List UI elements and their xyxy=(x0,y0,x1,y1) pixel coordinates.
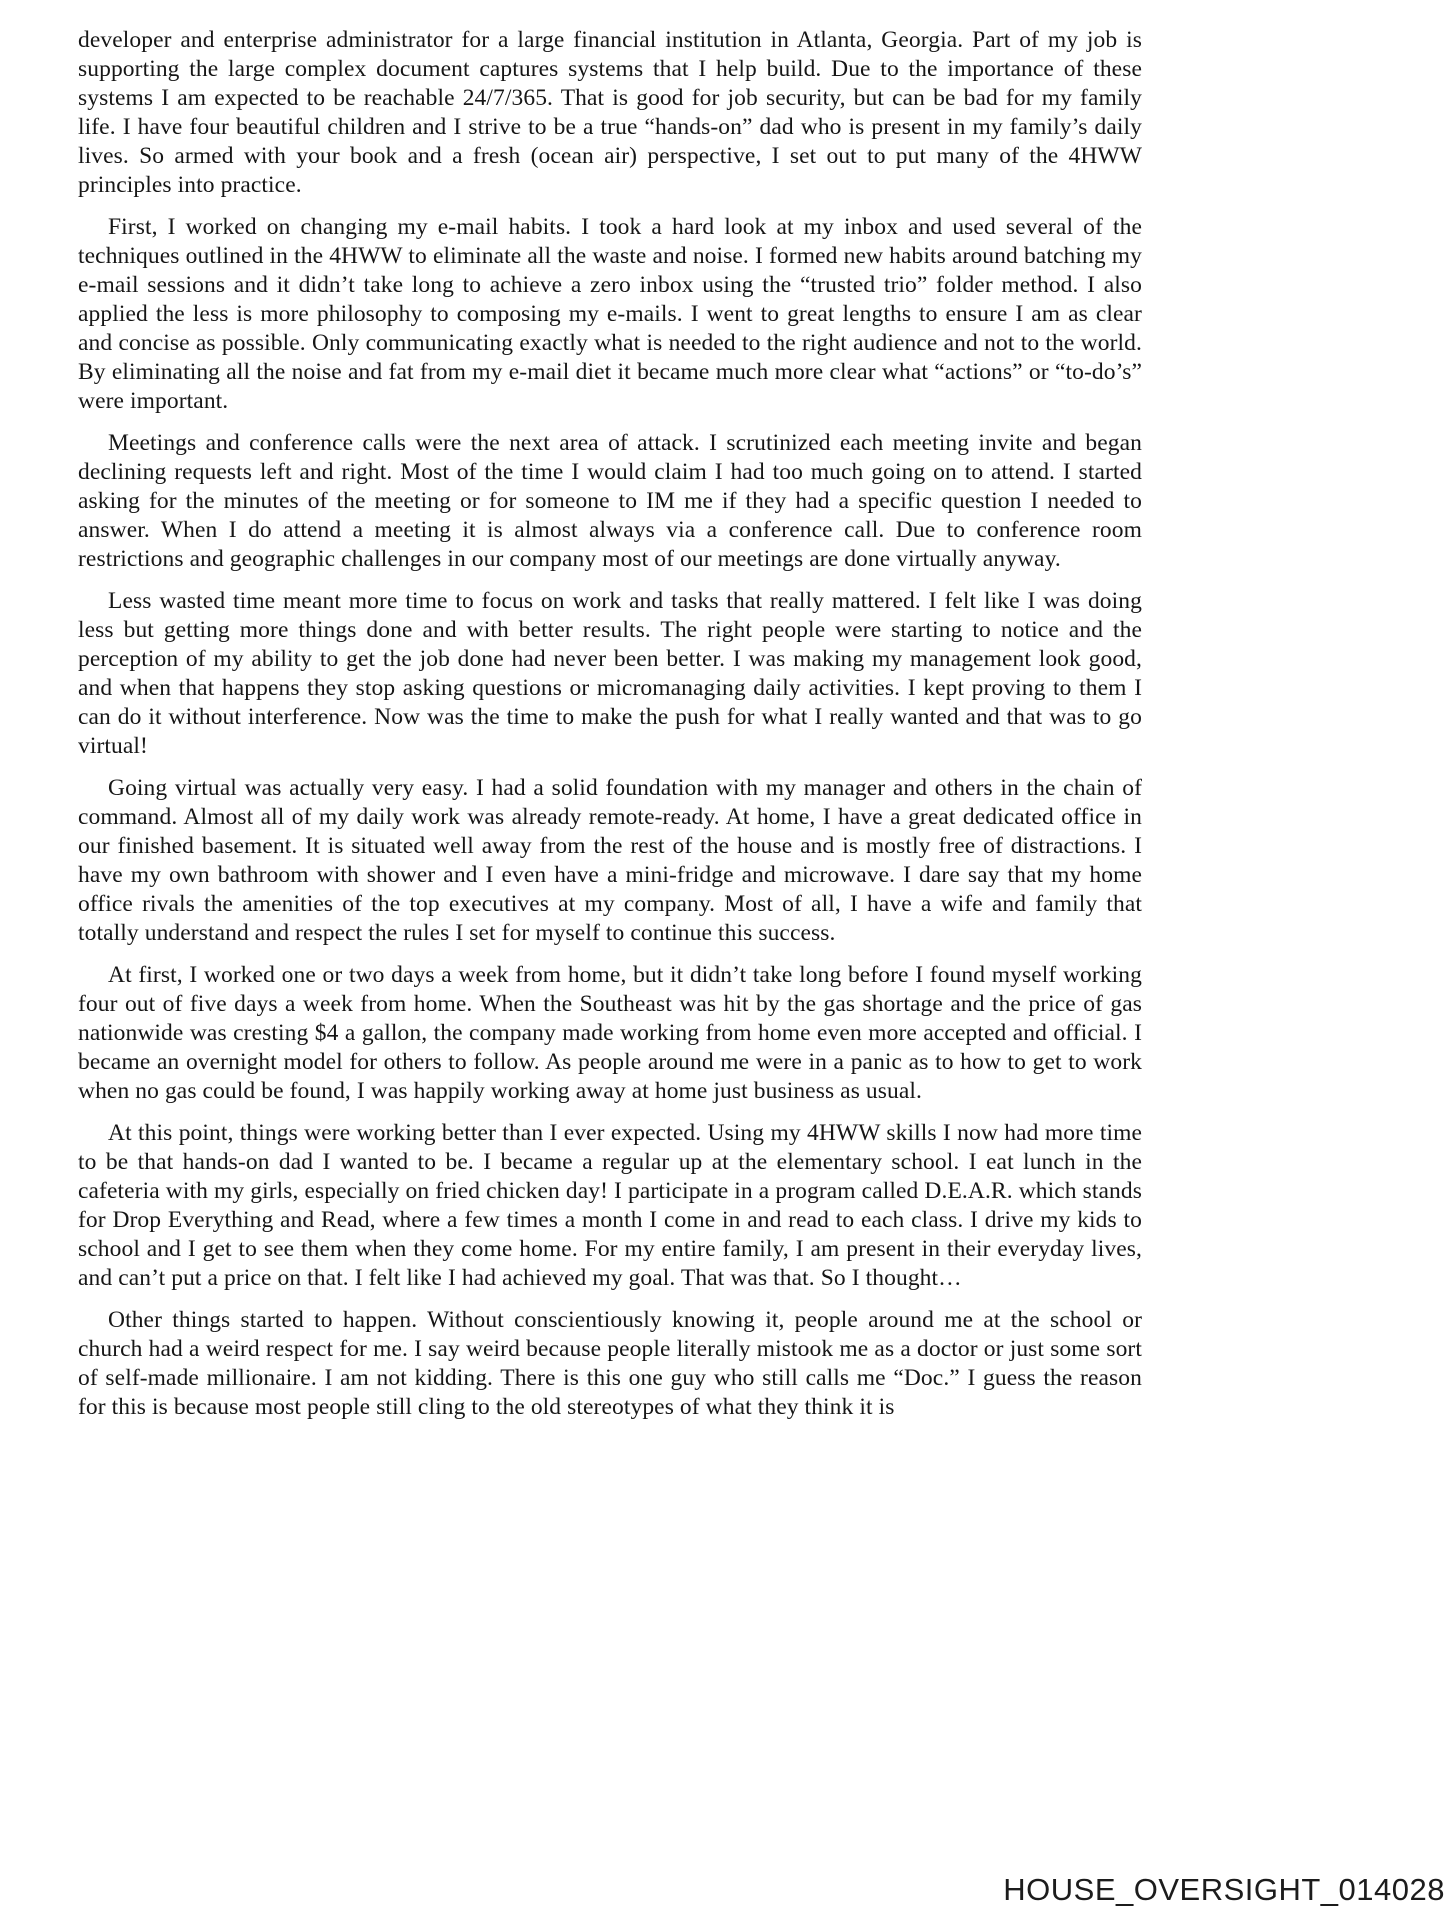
paragraph: Going virtual was actually very easy. I had a solid foundation with my manager and others in the chain of command. Almost all of my daily work was already remote-ready. At home, I have a great dedicated office in our finished basement. It is situated well away from the rest of the house and is mostly free of distractions. I have my own bathroom with shower and I even have a mini-fridge and microwave. I dare say that my home office rivals the amenities of the top executives at my company. Most of all, I have a wife and family that totally understand and respect the rules I set for myself to continue this success. xyxy=(78,775,1142,946)
paragraph: Other things started to happen. Without conscientiously knowing it, people around me at the school or church had a weird respect for me. I say weird because people literally mistook me as a doctor or just some sort of self-made millionaire. I am not kidding. There is this one guy who still calls me “Doc.” I guess the reason for this is because most people still cling to the old stereotypes of what they think it is xyxy=(78,1307,1142,1420)
paragraph: At this point, things were working better than I ever expected. Using my 4HWW skills I now had more time to be that hands-on dad I wanted to be. I became a regular up at the elementary school. I eat lunch in the cafeteria with my girls, especially on fried chicken day! I participate in a program called D.E.A.R. which stands for Drop Everything and Read, where a few times a month I come in and read to each class. I drive my kids to school and I get to see them when they come home. For my entire family, I am present in their everyday lives, and can’t put a price on that. I felt like I had achieved my goal. That was that. So I thought… xyxy=(78,1120,1142,1291)
bates-stamp: HOUSE_OVERSIGHT_014028 xyxy=(1003,1872,1445,1907)
paragraph: developer and enterprise administrator for a large financial institution in Atlanta, Georgia. Part of my job is supporting the large complex document captures systems that I help build. Due to the importance of these systems I am expected to be reachable 24/7/365. That is good for job security, but can be bad for my family life. I have four beautiful children and I strive to be a true “hands-on” dad who is present in my family’s daily lives. So armed with your book and a fresh (ocean air) perspective, I set out to put many of the 4HWW principles into practice. xyxy=(78,27,1142,198)
paragraph: First, I worked on changing my e-mail habits. I took a hard look at my inbox and used several of the techniques outlined in the 4HWW to eliminate all the waste and noise. I formed new habits around batching my e-mail sessions and it didn’t take long to achieve a zero inbox using the “trusted trio” folder method. I also applied the less is more philosophy to composing my e-mails. I went to great lengths to ensure I am as clear and concise as possible. Only communicating exactly what is needed to the right audience and not to the world. By eliminating all the noise and fat from my e-mail diet it became much more clear what “actions” or “to-do’s” were important. xyxy=(78,214,1142,414)
document-text-block xyxy=(78,26,1142,1422)
paragraph: Less wasted time meant more time to focus on work and tasks that really mattered. I felt like I was doing less but getting more things done and with better results. The right people were starting to notice and the perception of my ability to get the job done had never been better. I was making my management look good, and when that happens they stop asking questions or micromanaging daily activities. I kept proving to them I can do it without interference. Now was the time to make the push for what I really wanted and that was to go virtual! xyxy=(78,588,1142,759)
paragraph: At first, I worked one or two days a week from home, but it didn’t take long before I found myself working four out of five days a week from home. When the Southeast was hit by the gas shortage and the price of gas nationwide was cresting $4 a gallon, the company made working from home even more accepted and official. I became an overnight model for others to follow. As people around me were in a panic as to how to get to work when no gas could be found, I was happily working away at home just business as usual. xyxy=(78,962,1142,1104)
paragraph: Meetings and conference calls were the next area of attack. I scrutinized each meeting invite and began declining requests left and right. Most of the time I would claim I had too much going on to attend. I started asking for the minutes of the meeting or for someone to IM me if they had a specific question I needed to answer. When I do attend a meeting it is almost always via a conference call. Due to conference room restrictions and geographic challenges in our company most of our meetings are done virtually anyway. xyxy=(78,430,1142,572)
